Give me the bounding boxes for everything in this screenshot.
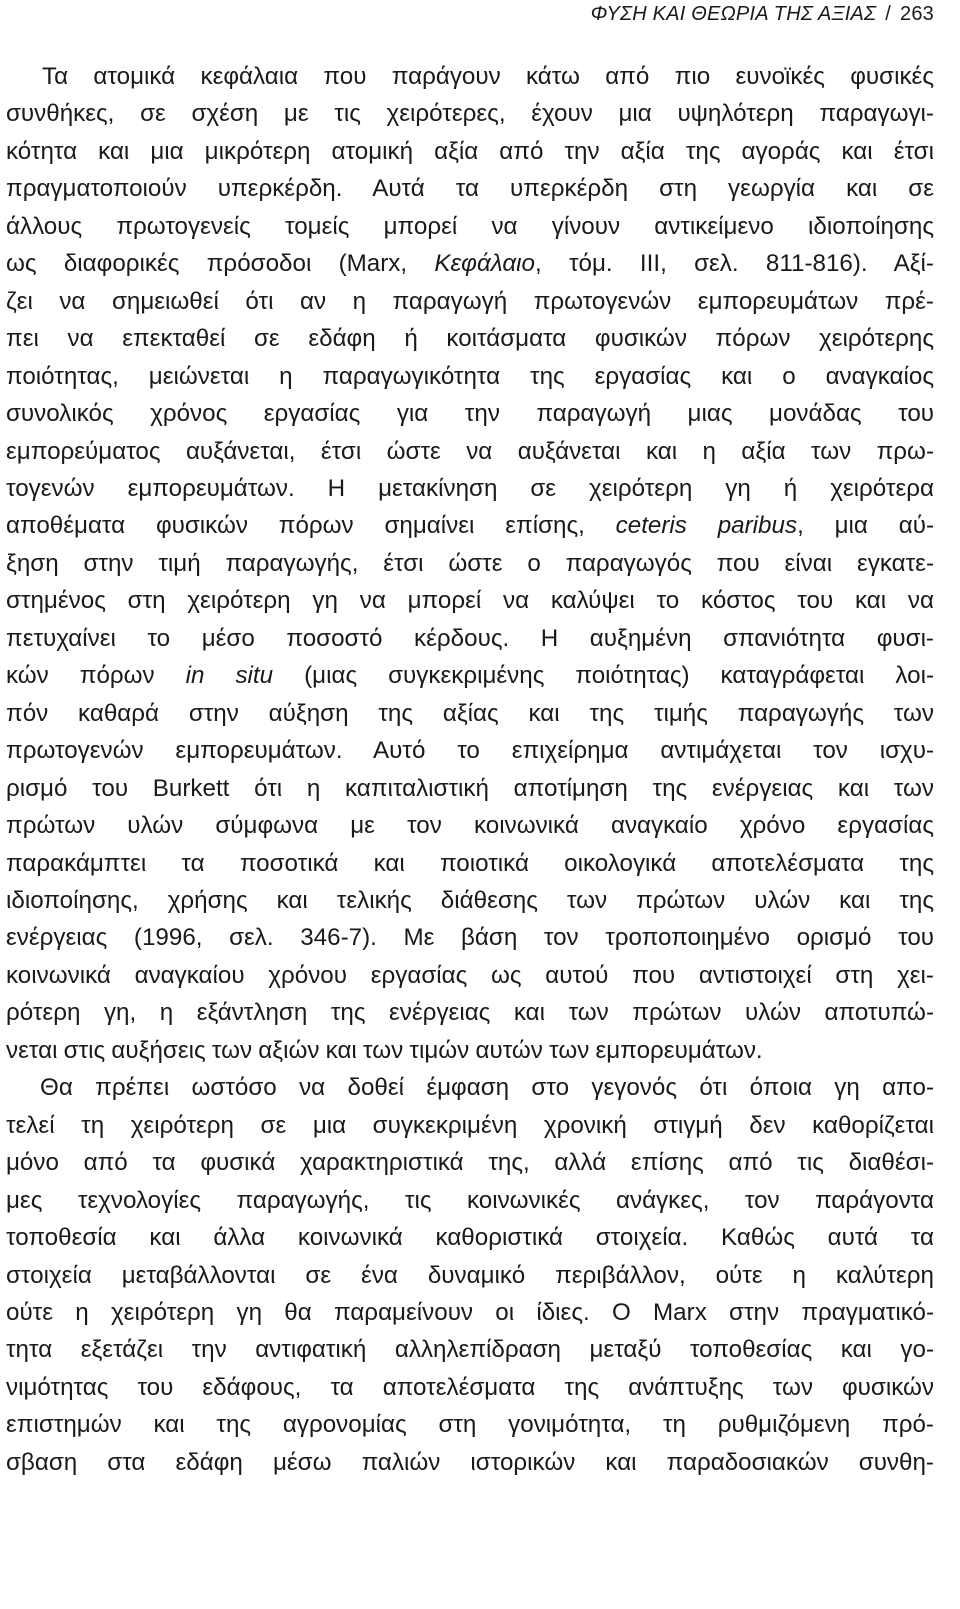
text-line: τητα εξετάζει την αντιφατική αλληλεπίδραση μεταξύ τοποθεσίας και γο- xyxy=(6,1336,934,1364)
text-line: πρώτων υλών σύμφωνα με τον κοινωνικά αναγκαίο χρόνο εργασίας xyxy=(6,812,934,840)
latin-phrase-italic: ceteris paribus xyxy=(615,512,798,540)
text-line xyxy=(6,657,934,694)
text-line: ζει να σημειωθεί ότι αν η παραγωγή πρωτογενών εμπορευμάτων πρέ- xyxy=(6,287,934,315)
page-number: 263 xyxy=(900,3,934,25)
text-line: κότητα και μια μικρότερη ατομική αξία από την αξία της αγοράς και έτσι xyxy=(6,137,934,165)
text-line: συνθήκες, σε σχέση με τις χειρότερες, έχουν μια υψηλότερη παραγωγι- xyxy=(6,100,934,128)
text-line: νιμότητας του εδάφους, τα αποτελέσματα της ανάπτυξης των φυσικών xyxy=(6,1373,934,1401)
text-line: μόνο από τα φυσικά χαρακτηριστικά της, αλλά επίσης από τις διαθέσι- xyxy=(6,1149,934,1177)
text-line: τοποθεσία και άλλα κοινωνικά καθοριστικά στοιχεία. Καθώς αυτά τα xyxy=(6,1224,934,1252)
text-line: εμπορεύματος αυξάνεται, έτσι ώστε να αυξάνεται και η αξία των πρω- xyxy=(6,437,934,465)
header-separator: / xyxy=(885,3,892,25)
text-line: κοινωνικά αναγκαίου χρόνου εργασίας ως αυτού που αντιστοιχεί στη χει- xyxy=(6,961,934,989)
text-line: σβαση στα εδάφη μέσω παλιών ιστορικών και παραδοσιακών συνθη- xyxy=(6,1448,934,1476)
text-line: νεται στις αυξήσεις των αξιών και των τιμών αυτών των εμπορευμάτων. xyxy=(6,1036,763,1064)
text-line: ρότερη γη, η εξάντληση της ενέργειας και των πρώτων υλών αποτυπώ- xyxy=(6,999,934,1027)
text-run: αποθέματα φυσικών πόρων σημαίνει επίσης, xyxy=(6,512,616,540)
text-run: (μιας συγκεκριμένης ποιότητας) καταγράφεται λοι- xyxy=(273,662,934,690)
text-line xyxy=(6,245,934,282)
text-run: κών πόρων xyxy=(6,662,186,690)
text-line: πόν καθαρά στην αύξηση της αξίας και της τιμής παραγωγής των xyxy=(6,699,934,727)
text-run: ως διαφορικές πρόσοδοι (Marx, xyxy=(6,250,435,278)
paragraph-1 xyxy=(6,58,934,1069)
text-run: , μια αύ- xyxy=(797,512,934,540)
book-page xyxy=(6,0,934,1609)
text-line: Τα ατομικά κεφάλαια που παράγουν κάτω από πιο ευνοϊκές φυσικές xyxy=(42,63,934,90)
text-line: τελεί τη χειρότερη σε μια συγκεκριμένη χρονική στιγμή δεν καθορίζεται xyxy=(6,1111,934,1139)
running-title: ΦΥΣΗ ΚΑΙ ΘΕΩΡΙΑ ΤΗΣ ΑΞΙΑΣ xyxy=(590,3,877,25)
text-line: πετυχαίνει το μέσο ποσοστό κέρδους. Η αυξημένη σπανιότητα φυσι- xyxy=(6,624,934,652)
text-run: , τόμ. III, σελ. 811-816). Αξί- xyxy=(534,250,934,278)
text-line: στημένος στη χειρότερη γη να μπορεί να καλύψει το κόστος του και να xyxy=(6,587,934,615)
text-line: επιστημών και της αγρονομίας στη γονιμότητα, τη ρυθμιζόμενη πρό- xyxy=(6,1411,934,1439)
body-text xyxy=(6,58,934,1481)
text-line: ρισμό του Burkett ότι η καπιταλιστική αποτίμηση της ενέργειας και των xyxy=(6,774,934,802)
text-line: Θα πρέπει ωστόσο να δοθεί έμφαση στο γεγονός ότι όποια γη απο- xyxy=(40,1074,934,1102)
text-line: πραγματοποιούν υπερκέρδη. Αυτά τα υπερκέρδη στη γεωργία και σε xyxy=(6,175,934,203)
text-line: ποιότητας, μειώνεται η παραγωγικότητα της εργασίας και ο αναγκαίος xyxy=(6,362,934,390)
text-line: μες τεχνολογίες παραγωγής, τις κοινωνικές ανάγκες, τον παράγοντα xyxy=(6,1186,934,1214)
text-line xyxy=(6,507,934,544)
text-line: πρωτογενών εμπορευμάτων. Αυτό το επιχείρημα αντιμάχεται τον ισχυ- xyxy=(6,737,934,765)
book-title-italic: Κεφάλαιο xyxy=(434,250,535,278)
text-line: ενέργειας (1996, σελ. 346-7). Με βάση τον τροποποιημένο ορισμό του xyxy=(6,924,934,952)
text-line: πει να επεκταθεί σε εδάφη ή κοιτάσματα φυσικών πόρων χειρότερης xyxy=(6,325,934,353)
running-header xyxy=(591,2,934,26)
text-line: ξηση στην τιμή παραγωγής, έτσι ώστε ο παραγωγός που είναι εγκατε- xyxy=(6,549,934,577)
text-line: άλλους πρωτογενείς τομείς μπορεί να γίνουν αντικείμενο ιδιοποίησης xyxy=(6,212,934,240)
text-line: ιδιοποίησης, χρήσης και τελικής διάθεσης των πρώτων υλών και της xyxy=(6,886,934,914)
text-line: ούτε η χειρότερη γη θα παραμείνουν οι ίδιες. Ο Marx στην πραγματικό- xyxy=(6,1298,934,1326)
paragraph-2 xyxy=(6,1069,934,1481)
text-line: παρακάμπτει τα ποσοτικά και ποιοτικά οικολογικά αποτελέσματα της xyxy=(6,849,934,877)
text-line: τογενών εμπορευμάτων. Η μετακίνηση σε χειρότερη γη ή χειρότερα xyxy=(6,474,934,502)
text-line: συνολικός χρόνος εργασίας για την παραγωγή μιας μονάδας του xyxy=(6,400,934,428)
text-line: στοιχεία μεταβάλλονται σε ένα δυναμικό περιβάλλον, ούτε η καλύτερη xyxy=(6,1261,934,1289)
latin-phrase-italic: in situ xyxy=(185,662,274,690)
